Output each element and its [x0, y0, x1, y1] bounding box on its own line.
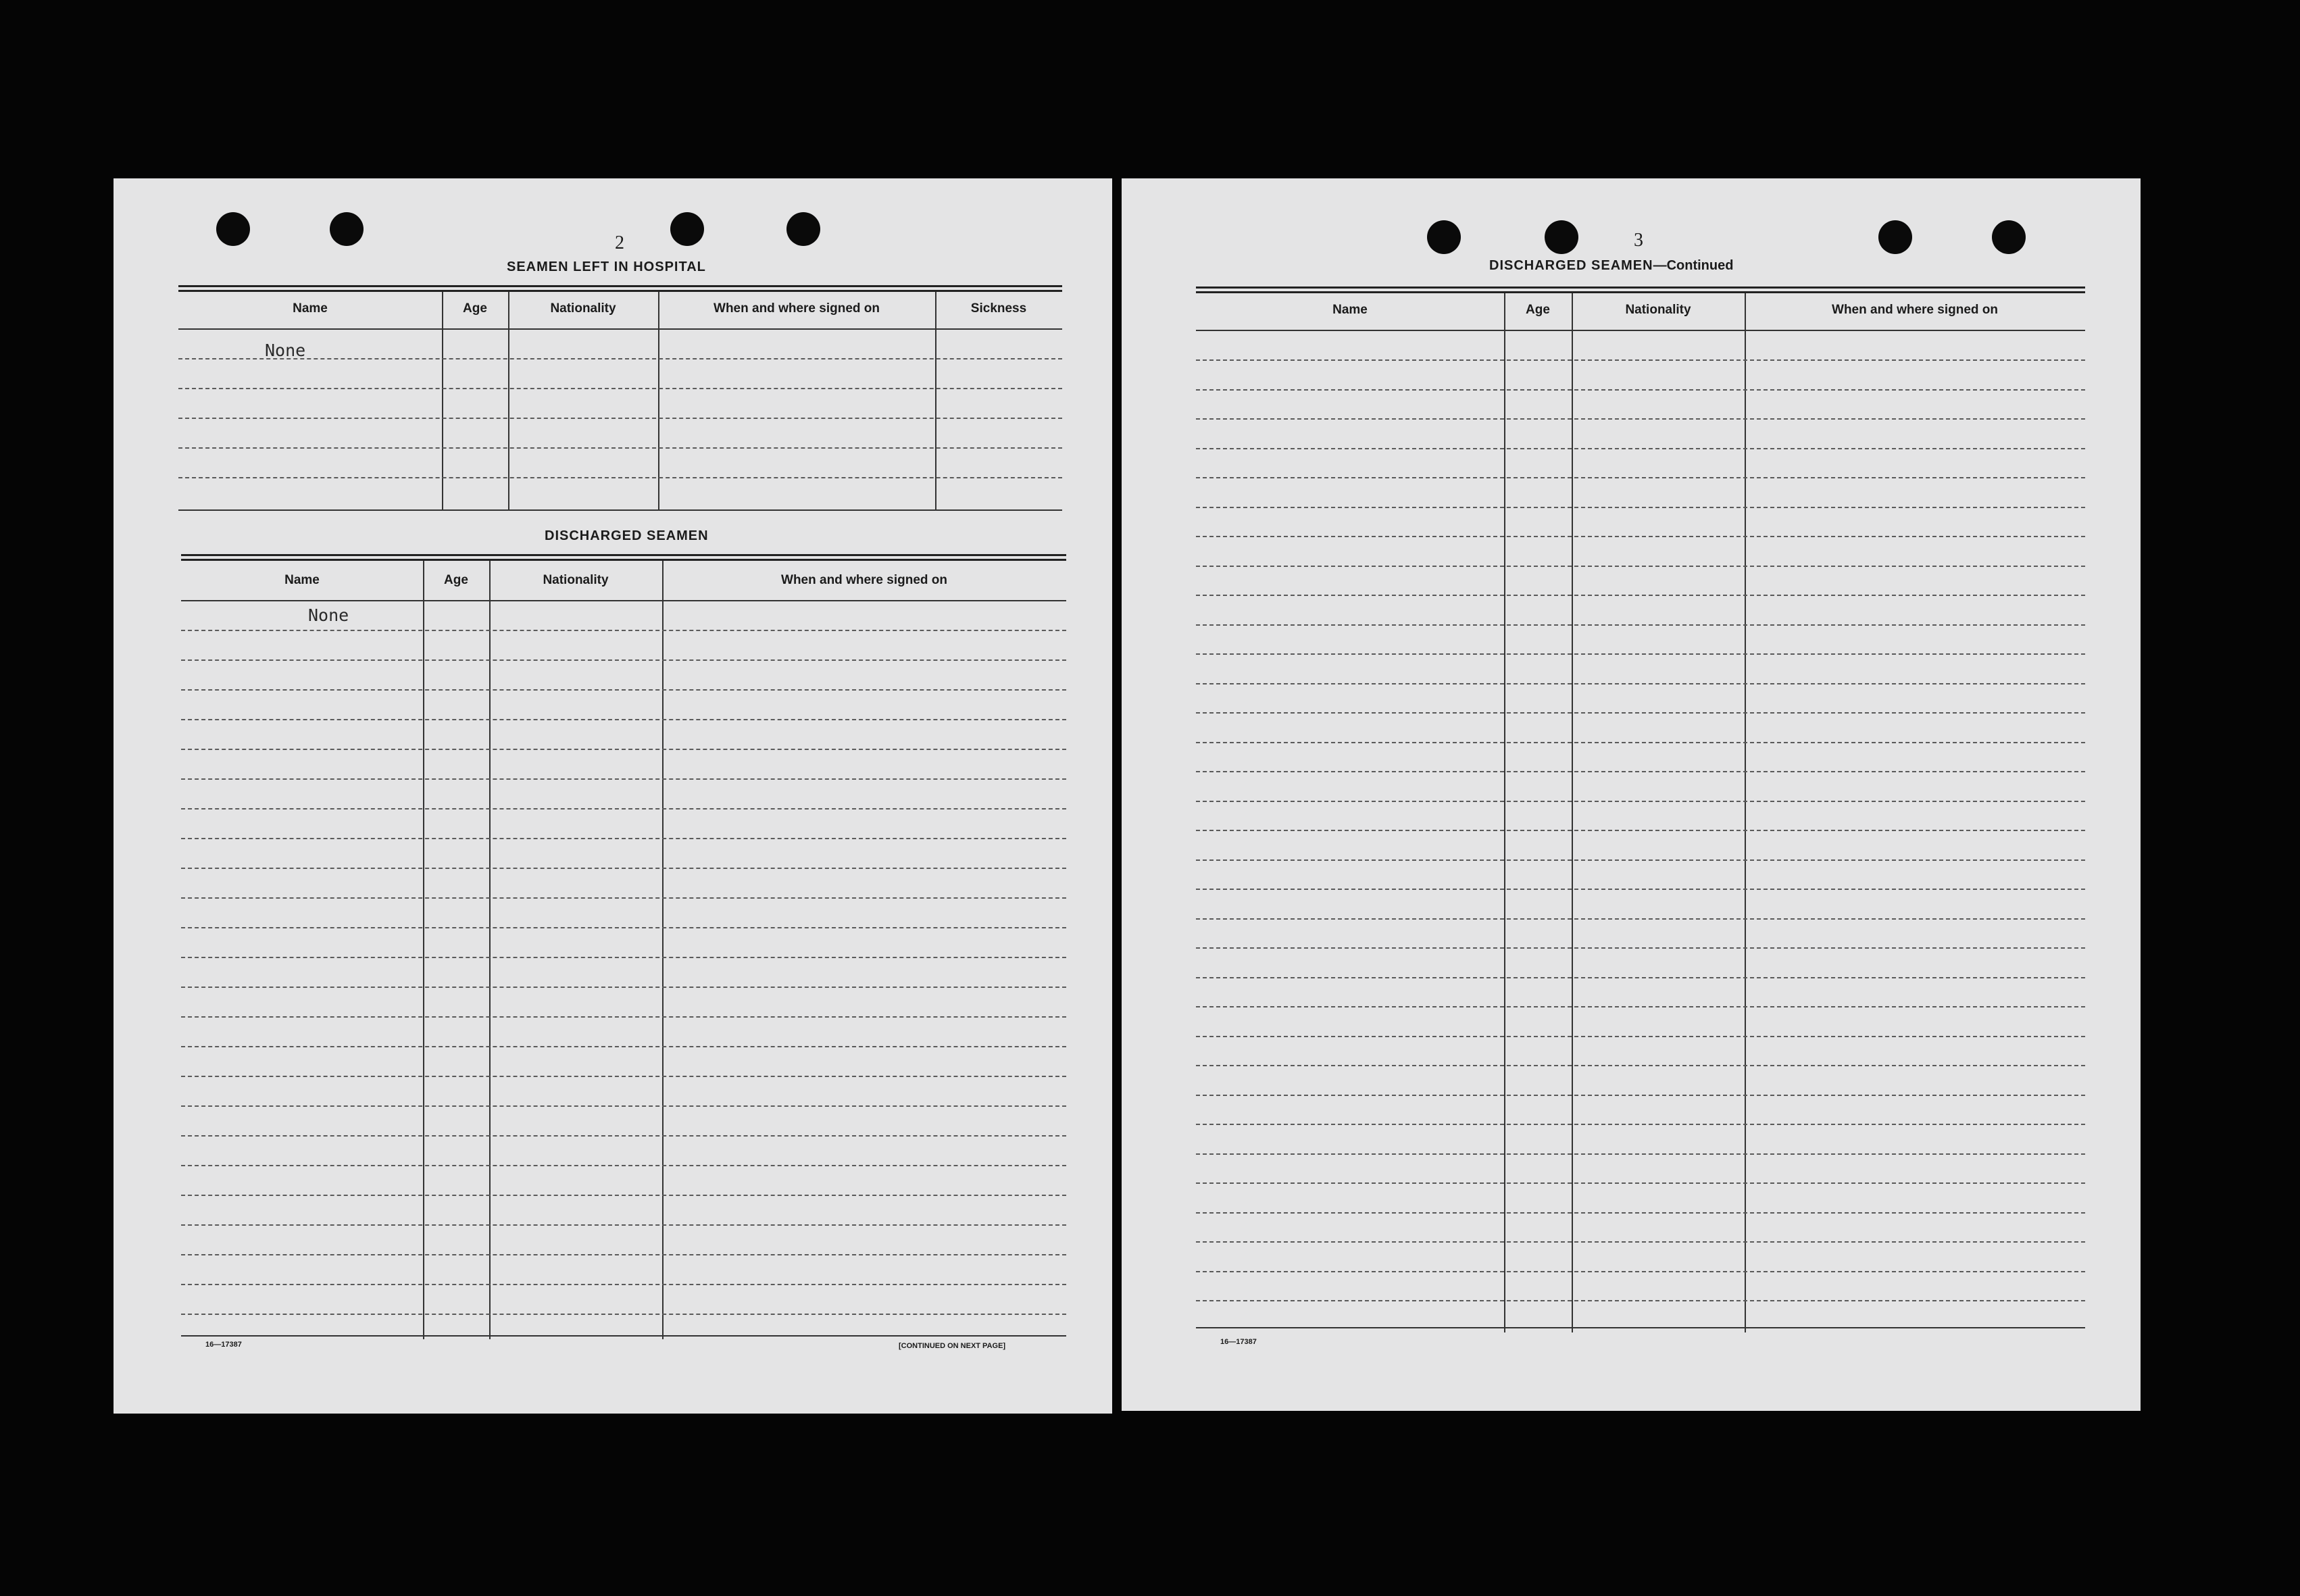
ruled-line [181, 808, 1066, 809]
ruled-line [1196, 507, 2085, 508]
ruled-line [181, 719, 1066, 720]
ruled-line [181, 659, 1066, 661]
discharged-continued-title [1489, 258, 1733, 274]
hospital-table [178, 285, 1062, 515]
ruled-line [1196, 742, 2085, 743]
ruled-line [181, 838, 1066, 839]
bottom-rule [178, 509, 1062, 511]
ruled-line [181, 749, 1066, 750]
ruled-line [181, 1195, 1066, 1196]
ruled-line [1196, 1065, 2085, 1066]
ruled-line [1196, 889, 2085, 890]
ruled-line [181, 1135, 1066, 1137]
discharged-continued-table [1196, 286, 2085, 1332]
ruled-line [181, 987, 1066, 988]
ruled-line [1196, 418, 2085, 420]
ruled-line [181, 1016, 1066, 1018]
ruled-line [1196, 771, 2085, 772]
ruled-line [181, 868, 1066, 869]
ruled-line [178, 418, 1062, 419]
ruled-line [1196, 536, 2085, 537]
column-divider [489, 561, 491, 1339]
ruled-line [181, 1224, 1066, 1226]
ruled-line [178, 358, 1062, 359]
ruled-line [181, 630, 1066, 631]
column-header-nationality: Nationality [1625, 303, 1691, 317]
column-divider [662, 561, 664, 1339]
ruled-line [1196, 1095, 2085, 1096]
form-number: 16—17387 [205, 1341, 242, 1349]
ruled-line [1196, 712, 2085, 714]
bottom-rule [1196, 1327, 2085, 1328]
ruled-line [1196, 1300, 2085, 1301]
ruled-line [1196, 1212, 2085, 1214]
ruled-line [178, 388, 1062, 389]
ruled-line [1196, 1182, 2085, 1184]
hospital-entry: None [265, 341, 306, 360]
column-divider [1504, 293, 1505, 1332]
ruled-line [181, 1076, 1066, 1077]
column-divider [1572, 293, 1573, 1332]
header-rule [1196, 330, 2085, 331]
punch-hole [1427, 220, 1461, 254]
double-rule [181, 559, 1066, 561]
column-header-name: Name [1332, 303, 1368, 317]
ruled-line [1196, 477, 2085, 478]
column-divider [1745, 293, 1746, 1332]
ruled-line [1196, 1006, 2085, 1007]
ruled-line [1196, 389, 2085, 391]
ruled-line [1196, 918, 2085, 920]
discharged-entry: None [308, 605, 349, 625]
column-header-nationality: Nationality [543, 573, 609, 587]
ruled-line [1196, 683, 2085, 684]
column-header-name: Name [284, 573, 320, 587]
ruled-line [181, 1165, 1066, 1166]
ruled-line [1196, 653, 2085, 655]
double-rule [1196, 286, 2085, 289]
column-divider [423, 561, 424, 1339]
page-number: 2 [615, 232, 624, 253]
column-header-age: Age [463, 301, 487, 316]
ruled-line [178, 447, 1062, 449]
punch-hole [670, 212, 704, 246]
column-header-nationality: Nationality [550, 301, 616, 316]
column-header-age: Age [1526, 303, 1550, 317]
ruled-line [181, 1284, 1066, 1285]
page-number: 3 [1634, 230, 1643, 251]
punch-hole [1878, 220, 1912, 254]
ruled-line [181, 1105, 1066, 1107]
column-header-when-where: When and where signed on [1832, 303, 1998, 317]
ruled-line [181, 1254, 1066, 1255]
double-rule [181, 554, 1066, 556]
ruled-line [1196, 359, 2085, 361]
form-number: 16—17387 [1220, 1338, 1257, 1346]
header-rule [181, 600, 1066, 601]
ruled-line [1196, 595, 2085, 596]
ruled-line [1196, 1036, 2085, 1037]
ruled-line [1196, 624, 2085, 626]
ruled-line [1196, 977, 2085, 978]
double-rule [1196, 291, 2085, 293]
discharged-section-title: DISCHARGED SEAMEN [545, 528, 709, 543]
left-page [114, 178, 1112, 1414]
column-header-name: Name [293, 301, 328, 316]
ruled-line [1196, 859, 2085, 861]
punch-hole [786, 212, 820, 246]
ruled-line [1196, 1124, 2085, 1125]
ruled-line [1196, 448, 2085, 449]
discharged-table [181, 554, 1066, 1339]
punch-hole [1992, 220, 2026, 254]
ruled-line [1196, 801, 2085, 802]
right-page [1122, 178, 2141, 1411]
ruled-line [1196, 830, 2085, 831]
column-header-age: Age [444, 573, 468, 587]
column-header-sickness: Sickness [970, 301, 1027, 316]
double-rule [178, 290, 1062, 292]
bottom-rule [181, 1335, 1066, 1337]
ruled-line [1196, 1153, 2085, 1155]
continued-note: [CONTINUED ON NEXT PAGE] [899, 1342, 1006, 1350]
ruled-line [181, 778, 1066, 780]
ruled-line [1196, 947, 2085, 949]
ruled-line [181, 689, 1066, 691]
hospital-section-title: SEAMEN LEFT IN HOSPITAL [507, 259, 706, 274]
ruled-line [181, 957, 1066, 958]
ruled-line [181, 897, 1066, 899]
ruled-line [181, 1046, 1066, 1047]
ruled-line [178, 477, 1062, 478]
discharged-title-main: DISCHARGED SEAMEN [1489, 258, 1653, 273]
double-rule [178, 285, 1062, 287]
header-rule [178, 328, 1062, 330]
ruled-line [181, 1314, 1066, 1315]
discharged-title-suffix: —Continued [1653, 258, 1734, 273]
ruled-line [1196, 1241, 2085, 1243]
column-header-when-where: When and where signed on [781, 573, 947, 587]
punch-hole [1545, 220, 1578, 254]
ruled-line [1196, 1271, 2085, 1272]
punch-hole [216, 212, 250, 246]
punch-hole [330, 212, 364, 246]
column-header-when-where: When and where signed on [714, 301, 880, 316]
ruled-line [181, 927, 1066, 928]
ruled-line [1196, 566, 2085, 567]
